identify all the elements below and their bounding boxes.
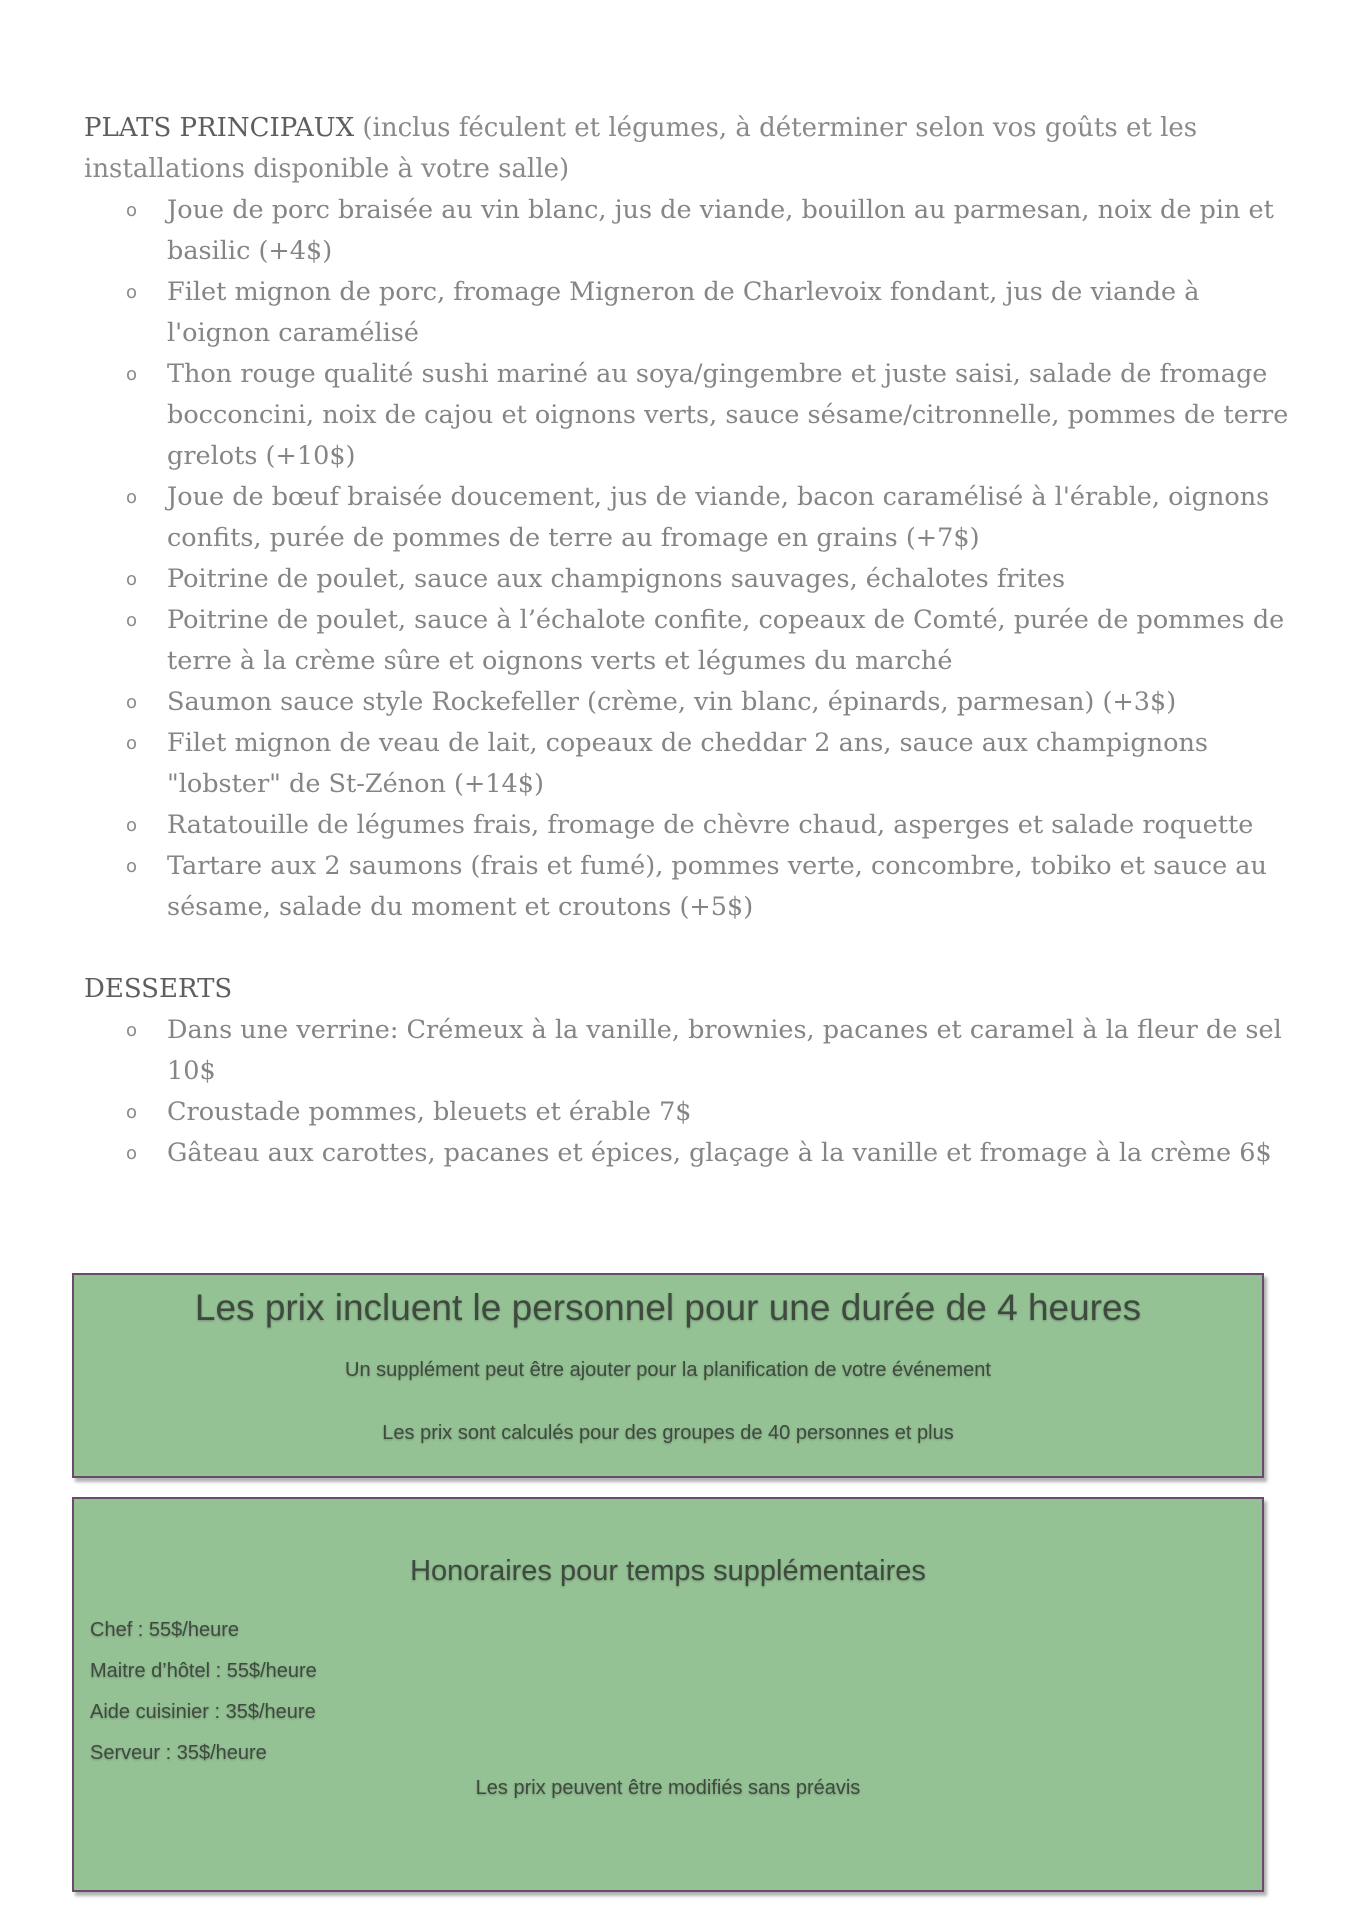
- plats-list: [84, 190, 1294, 928]
- bullet-icon: o: [126, 569, 138, 590]
- dish-text: Joue de porc braisée au vin blanc, jus de viande, bouillon au parmesan, noix de pin et basilic (+4$): [167, 195, 1274, 266]
- list-item: [84, 600, 1294, 682]
- desserts-section-title: [84, 969, 1294, 1010]
- overtime-fees-title: Honoraires pour temps supplémentaires: [410, 1555, 926, 1587]
- bullet-icon: o: [126, 692, 138, 713]
- bullet-icon: o: [126, 815, 138, 836]
- dessert-text: Dans une verrine: Crémeux à la vanille, brownies, pacanes et caramel à la fleur de sel 10$: [167, 1015, 1282, 1086]
- list-item: [84, 1010, 1294, 1092]
- dessert-text: Gâteau aux carottes, pacanes et épices, glaçage à la vanille et fromage à la crème 6$: [167, 1138, 1272, 1168]
- dish-text: Joue de bœuf braisée doucement, jus de viande, bacon caramélisé à l'érable, oignons confits, purée de pommes de terre au fromage en grains (+7$): [167, 482, 1270, 553]
- bullet-icon: o: [126, 1143, 138, 1164]
- desserts-heading: DESSERTS: [84, 974, 233, 1004]
- bullet-icon: o: [126, 856, 138, 877]
- fee-rate-serveur: Serveur : 35$/heure: [90, 1742, 267, 1764]
- plats-note: (inclus féculent et légumes, à déterminer selon vos goûts et les installations disponible à votre salle): [84, 113, 1198, 184]
- bullet-icon: o: [126, 1020, 138, 1041]
- pricing-info-title: Les prix incluent le personnel pour une durée de 4 heures: [194, 1287, 1142, 1328]
- dish-text: Thon rouge qualité sushi mariné au soya/gingembre et juste saisi, salade de fromage bocconcini, noix de cajou et oignons verts, sauce sésame/citronnelle, pommes de terre grelots (+10$): [167, 359, 1289, 471]
- fee-rate-maitre-hotel: Maitre d’hôtel : 55$/heure: [90, 1660, 317, 1682]
- list-item: [84, 723, 1294, 805]
- list-item: [84, 354, 1294, 477]
- dish-text: Poitrine de poulet, sauce à l’échalote confite, copeaux de Comté, purée de pommes de terre à la crème sûre et oignons verts et légumes du marché: [167, 605, 1285, 676]
- bullet-icon: o: [126, 282, 138, 303]
- fee-rate-chef: Chef : 55$/heure: [90, 1619, 239, 1641]
- overtime-fees-footer: Les prix peuvent être modifiés sans préavis: [475, 1777, 861, 1799]
- dish-text: Poitrine de poulet, sauce aux champignons sauvages, échalotes frites: [167, 564, 1066, 594]
- dish-text: Tartare aux 2 saumons (frais et fumé), pommes verte, concombre, tobiko et sauce au sésame, salade du moment et croutons (+5$): [167, 851, 1267, 922]
- plats-heading: PLATS PRINCIPAUX: [84, 113, 355, 143]
- dish-text: Filet mignon de porc, fromage Migneron de Charlevoix fondant, jus de viande à l'oignon caramélisé: [167, 277, 1200, 348]
- pricing-info-box: [72, 1273, 1264, 1478]
- bullet-icon: o: [126, 200, 138, 221]
- dish-text: Filet mignon de veau de lait, copeaux de cheddar 2 ans, sauce aux champignons "lobster" de St-Zénon (+14$): [167, 728, 1209, 799]
- list-item: [84, 846, 1294, 928]
- dish-text: Ratatouille de légumes frais, fromage de chèvre chaud, asperges et salade roquette: [167, 810, 1254, 840]
- bullet-icon: o: [126, 364, 138, 385]
- list-item: [84, 477, 1294, 559]
- list-item: [84, 805, 1294, 846]
- bullet-icon: o: [126, 733, 138, 754]
- plats-section-title: [84, 108, 1294, 190]
- bullet-icon: o: [126, 610, 138, 631]
- dessert-text: Croustade pommes, bleuets et érable 7$: [167, 1097, 692, 1127]
- list-item: [84, 682, 1294, 723]
- list-item: [84, 1092, 1294, 1133]
- overtime-fees-box: [72, 1497, 1264, 1892]
- dish-text: Saumon sauce style Rockefeller (crème, vin blanc, épinards, parmesan) (+3$): [167, 687, 1177, 717]
- bullet-icon: o: [126, 1102, 138, 1123]
- bullet-icon: o: [126, 487, 138, 508]
- fee-rate-aide-cuisinier: Aide cuisinier : 35$/heure: [90, 1701, 316, 1723]
- menu-content: [84, 108, 1294, 1174]
- list-item: [84, 1133, 1294, 1174]
- list-item: [84, 190, 1294, 272]
- pricing-info-line: Les prix sont calculés pour des groupes de 40 personnes et plus: [382, 1422, 954, 1444]
- list-item: [84, 559, 1294, 600]
- desserts-list: [84, 1010, 1294, 1174]
- pricing-info-line: Un supplément peut être ajouter pour la planification de votre événement: [345, 1359, 991, 1381]
- list-item: [84, 272, 1294, 354]
